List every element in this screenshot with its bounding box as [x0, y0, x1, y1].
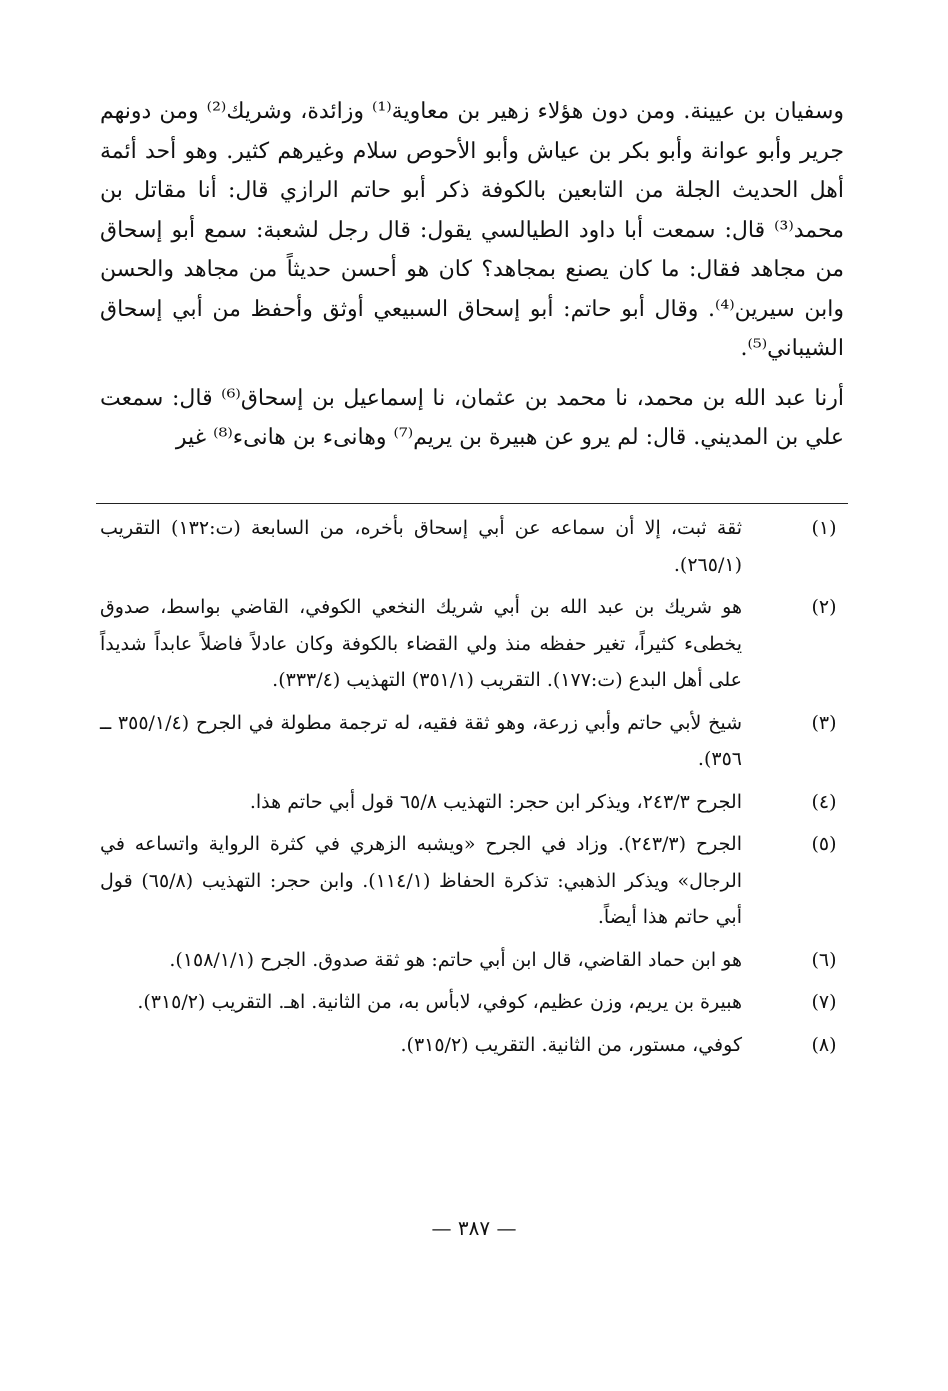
- main-text: [100, 92, 844, 458]
- footnote-separator: [96, 503, 848, 504]
- footnotes-section: [100, 510, 850, 1069]
- footnote-number: (٥): [811, 833, 837, 855]
- footnote-8: [100, 1027, 850, 1064]
- footnote-number: (١): [811, 517, 837, 539]
- footnote-text: الجرح (٢٤٣/٣). وزاد في الجرح «ويشبه الزهري في كثرة الرواية واتساعه في الرجال» ويذكر الذهبي: تذكرة الحفاظ (١١٤/١). وابن حجر: التهذيب (٦٥/٨) قول أبي حاتم هذا أيضاً.: [100, 833, 743, 928]
- footnote-5: [100, 826, 850, 936]
- footnote-text: هو شريك بن عبد الله بن أبي شريك النخعي الكوفي، القاضي بواسط، صدوق يخطىء كثيراً، تغير حفظه منذ ولي القضاء بالكوفة وكان عادلاً فاضلاً عابداً شديداً على أهل البدع (ت:١٧٧). التقريب (٣٥١/١) التهذيب (٣٣٣/٤).: [100, 596, 742, 691]
- footnote-4: [100, 784, 850, 821]
- footnote-number: (٣): [811, 711, 837, 734]
- footnote-text: ثقة ثبت، إلا أن سماعه عن أبي إسحاق بأخره، من السابعة (ت:١٣٢) التقريب (٢٦٥/١).: [100, 517, 742, 576]
- footnote-number: (٢): [811, 596, 837, 618]
- footnote-3: [100, 705, 850, 778]
- paragraph-1: وسفيان بن عيينة. ومن دون هؤلاء زهير بن معاوية⁽¹⁾ وزائدة، وشريك⁽²⁾ ومن دونهم جرير وأبو عوانة وأبو بكر بن عياش وأبو الأحوص سلام وغيرهم كثير. وهو أحد أئمة أهل الحديث الجلة من التابعين بالكوفة ذكر أبو حاتم الرازي قال: أنا مقاتل بن محمد⁽³⁾ قال: سمعت أبا داود الطيالسي يقول: قال رجل لشعبة: سمع أبو إسحاق من مجاهد فقال: ما كان يصنع بمجاهد؟ كان هو أحسن حديثاً من مجاهد والحسن وابن سيرين⁽⁴⁾. وقال أبو حاتم: أبو إسحاق السبيعي أوثق وأحفظ من أبي إسحاق الشيباني⁽⁵⁾.: [100, 99, 844, 361]
- footnote-text: هبيرة بن يريم، وزن عظيم، كوفي، لابأس به، من الثانية. اهـ. التقريب (٣١٥/٢).: [137, 991, 742, 1013]
- footnote-number: (٧): [811, 991, 837, 1013]
- footnote-7: [100, 984, 850, 1021]
- footnote-number: (٨): [811, 1033, 837, 1056]
- footnote-2: [100, 589, 850, 699]
- page-number: — ٣٨٧ —: [431, 1216, 517, 1240]
- footnote-text: كوفي، مستور، من الثانية. التقريب (٣١٥/٢).: [400, 1033, 742, 1056]
- footnote-text: شيخ لأبي حاتم وأبي زرعة، وهو ثقة فقيه، له ترجمة مطولة في الجرح (٣٥٥/١/٤ ــ ٣٥٦).: [100, 711, 742, 770]
- footnote-text: الجرح ٢٤٣/٣، ويذكر ابن حجر: التهذيب ٦٥/٨ قول أبي حاتم هذا.: [249, 790, 742, 813]
- footnote-1: [100, 510, 850, 583]
- paragraph-2: أرنا عبد الله بن محمد، نا محمد بن عثمان، نا إسماعيل بن إسحاق⁽⁶⁾ قال: سمعت علي بن المديني. قال: لم يرو عن هبيرة بن يريم⁽⁷⁾ وهانىء بن هانىء⁽⁸⁾ غير: [100, 385, 844, 450]
- footnote-number: (٦): [811, 948, 837, 971]
- footnote-text: هو ابن حماد القاضي، قال ابن أبي حاتم: هو ثقة صدوق. الجرح (١٥٨/١/١).: [169, 948, 742, 971]
- footnote-6: [100, 942, 850, 979]
- footnote-number: (٤): [811, 790, 837, 813]
